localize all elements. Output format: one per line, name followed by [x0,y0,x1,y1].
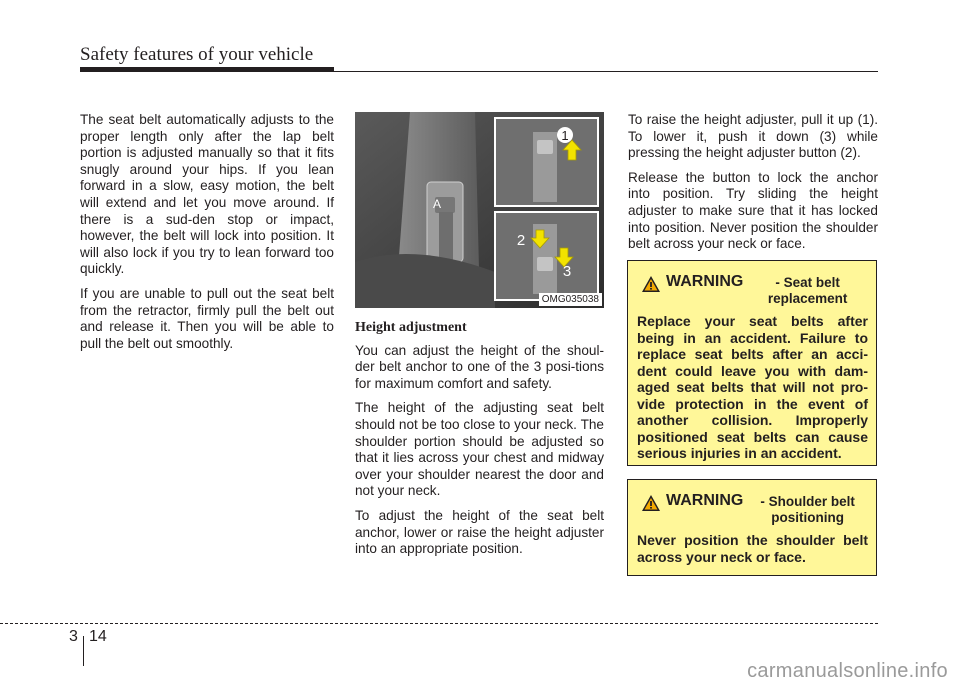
paragraph: The height of the adjusting seat belt should not be too close to your neck. The shoulder portion should be adjusted so that it lies across your chest and midway over your shoulder nearest the door and not your neck. [355,400,604,499]
footer-divider [83,636,84,666]
section-heading: Height adjustment [355,320,467,335]
warning-title: WARNING [666,273,744,290]
callout-a: A [432,197,442,211]
warning-triangle-icon [641,275,661,293]
figure-code: OMG035038 [539,293,602,306]
page-header-title: Safety features of your vehicle [80,44,314,65]
left-column [80,112,334,360]
warning-subtitle: - Seat belt replacement [767,275,848,306]
warning-body: Never position the shoulder belt across your neck or face. [637,532,868,565]
watermark: carmanualsonline.info [747,660,948,682]
paragraph: To raise the height adjuster, pull it up (1). To lower it, push it down (3) while pressing the height adjuster button (2). [628,112,878,161]
photo-illustration [355,112,604,308]
warning-body: Replace your seat belts after being in an accident. Failure to replace seat belts after an acci-dent could leave you with dam-aged seat belts that will not pro-vide protection in the event of another collision. Improperly positioned seat belts can cause serious injuries in an accident. [637,313,868,461]
warning-subtitle: - Shoulder belt positioning [760,494,855,525]
page-number: 14 [89,628,107,645]
callout-1: 1 [561,128,569,143]
warning-box-seat-belt-replacement [627,260,877,466]
paragraph: The seat belt automatically adjusts to the proper length only after the lap belt portion is adjusted manually so that it fits snugly around your hips. If you lean forward in a slow, easy motion, the belt will extend and let you move around. If there is a sud-den stop or impact, however, the belt will lock into position. It will also lock if you try to lean forward too quickly. [80,112,334,277]
seat-belt-height-adjuster-photo [355,112,604,308]
chapter-number: 3 [69,628,78,645]
header-rule-thick [80,67,334,72]
warning-title: WARNING [666,492,744,509]
callout-2: 2 [516,232,526,249]
warning-box-shoulder-belt-positioning [627,479,877,576]
callout-3: 3 [562,263,572,280]
warning-header [637,273,868,307]
middle-column [355,320,604,566]
paragraph: To adjust the height of the seat belt anchor, lower or raise the height adjuster into an appropriate position. [355,507,604,557]
right-column [628,112,878,261]
paragraph: If you are unable to pull out the seat belt from the retractor, firmly pull the belt out and release it. Then you will be able to pull the belt out smoothly. [80,285,334,351]
header-rule-thin [334,71,878,72]
warning-header [637,492,868,526]
warning-triangle-icon [641,494,661,512]
paragraph: You can adjust the height of the shoul-der belt anchor to one of the 3 posi-tions for maximum comfort and safety. [355,342,604,391]
footer-rule [0,623,878,624]
paragraph: Release the button to lock the anchor into position. Try sliding the height adjuster to make sure that it has locked into position. Never position the shoulder belt across your neck or face. [628,169,878,252]
